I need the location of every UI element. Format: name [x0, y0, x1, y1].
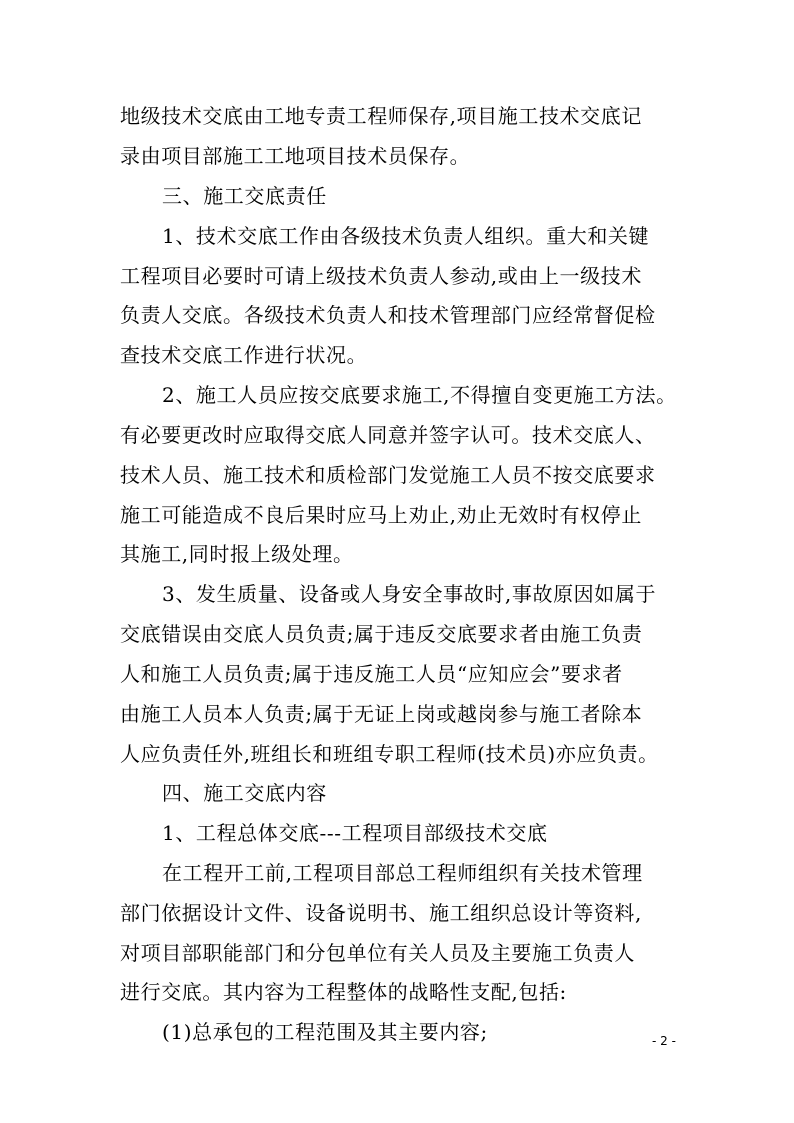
text-line: 1、技术交底工作由各级技术负责人组织。重大和关键: [162, 224, 650, 248]
text-line: 人应负责任外,班组长和班组专职工程师(技术员)亦应负责。: [120, 742, 659, 766]
text-line: 由施工人员本人负责;属于无证上岗或越岗参与施工者除本: [120, 702, 643, 726]
text-line: 在工程开工前,工程项目部总工程师组织有关技术管理: [162, 861, 643, 885]
text-line: 进行交底。其内容为工程整体的战略性支配,包括:: [120, 980, 567, 1004]
text-line: 技术人员、施工技术和质检部门发觉施工人员不按交底要求: [120, 463, 656, 487]
text-line: 负责人交底。各级技术负责人和技术管理部门应经常督促检: [120, 303, 656, 327]
page-number: - 2 -: [652, 1034, 676, 1048]
text-line: 工程项目必要时可请上级技术负责人参动,或由上一级技术: [120, 264, 642, 288]
text-line: 其施工,同时报上级处理。: [120, 542, 354, 566]
text-line: 2、施工人员应按交底要求施工,不得擅自变更施工方法。: [162, 383, 677, 407]
text-line: 人和施工人员负责;属于违反施工人员“应知应会”要求者: [120, 662, 623, 686]
text-line: 录由项目部施工工地项目技术员保存。: [120, 144, 471, 168]
text-line: 有必要更改时应取得交底人同意并签字认可。技术交底人、: [120, 423, 656, 447]
text-line: 部门依据设计文件、设备说明书、施工组织总设计等资料,: [120, 901, 642, 925]
text-line: 施工可能造成不良后果时应马上劝止,劝止无效时有权停止: [120, 503, 642, 527]
subsection-heading: 1、工程总体交底---工程项目部级技术交底: [162, 821, 548, 845]
text-line: 交底错误由交底人员负责;属于违反交底要求者由施工负责: [120, 622, 643, 646]
text-line: 查技术交底工作进行状况。: [120, 343, 368, 367]
section-heading: 四、施工交底内容: [162, 781, 327, 805]
text-line: 3、发生质量、设备或人身安全事故时,事故原因如属于: [162, 582, 657, 606]
text-line: 地级技术交底由工地专责工程师保存,项目施工技术交底记: [120, 104, 642, 128]
list-item: (1)总承包的工程范围及其主要内容;: [162, 1020, 488, 1044]
section-heading: 三、施工交底责任: [162, 184, 327, 208]
text-line: 对项目部职能部门和分包单位有关人员及主要施工负责人: [120, 941, 635, 965]
